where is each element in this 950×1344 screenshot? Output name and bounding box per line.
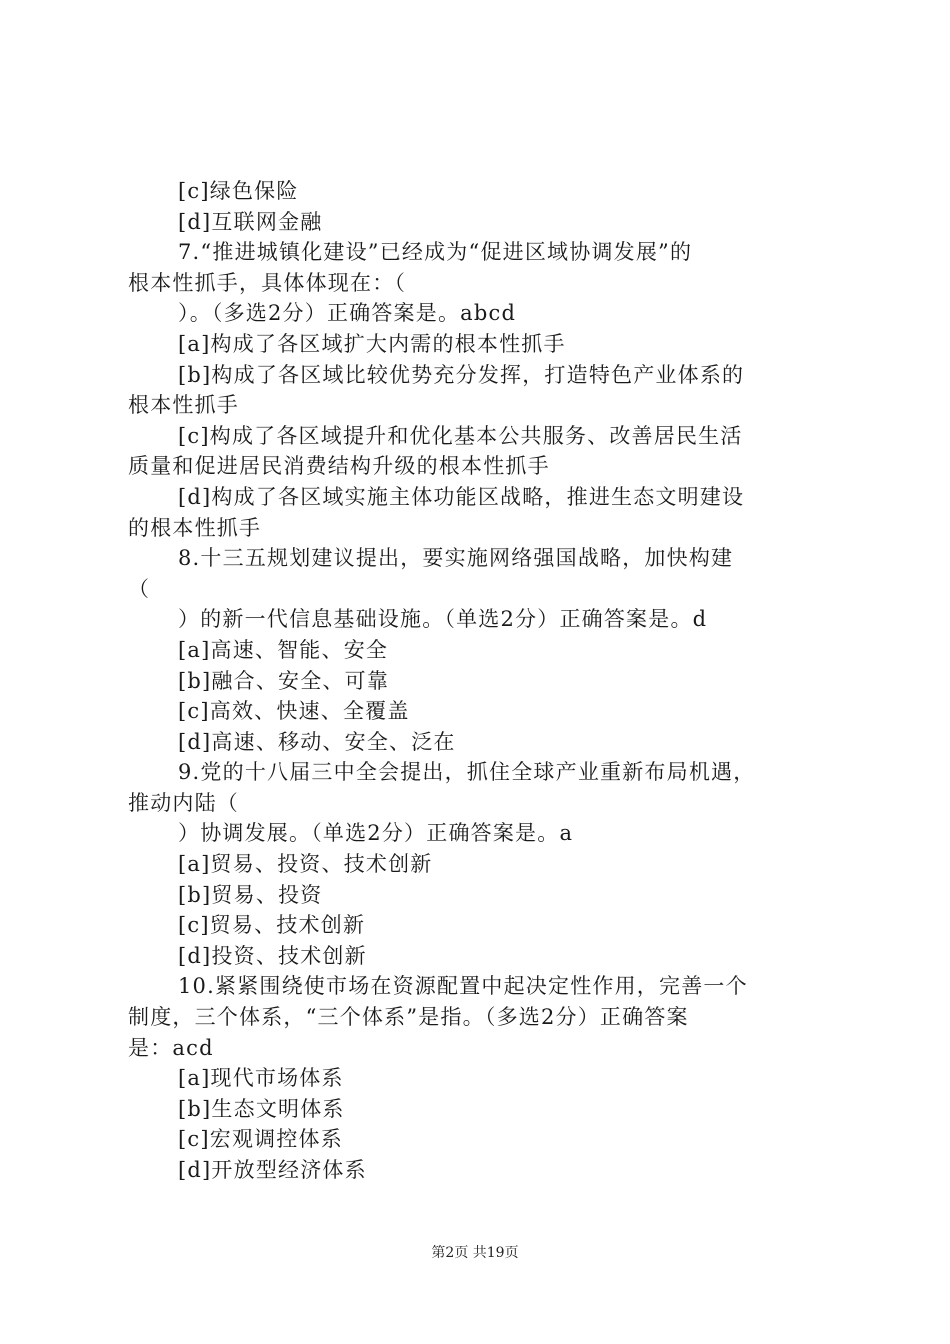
text-line: [b]贸易、投资: [178, 882, 323, 907]
text-line: [d]投资、技术创新: [178, 943, 367, 968]
page-footer: [0, 1243, 950, 1263]
text-line: 推动内陆（: [128, 790, 239, 815]
text-line: 根本性抓手: [128, 393, 239, 418]
text-line: [c]高效、快速、全覆盖: [178, 699, 410, 724]
text-line: 质量和促进居民消费结构升级的根本性抓手: [128, 454, 550, 479]
text-line: [b]融合、安全、可靠: [178, 668, 390, 693]
page-number-label: 第2页 共19页: [431, 1245, 519, 1261]
text-line: 9.党的十八届三中全会提出，抓住全球产业重新布局机遇，: [178, 760, 756, 785]
text-line: （: [128, 576, 151, 601]
text-line: ）的新一代信息基础设施。（单选2分）正确答案是。d: [178, 607, 708, 632]
text-line: [c]构成了各区域提升和优化基本公共服务、改善居民生活: [178, 423, 743, 448]
text-line: [a]贸易、投资、技术创新: [178, 852, 433, 877]
text-line: [c]宏观调控体系: [178, 1127, 343, 1152]
text-line: [c]贸易、技术创新: [178, 913, 366, 938]
text-line: 7.“推进城镇化建设”已经成为“促进区域协调发展”的: [178, 240, 693, 265]
text-line: [c]绿色保险: [178, 179, 299, 203]
text-line: [a]构成了各区域扩大内需的根本性抓手: [178, 331, 566, 356]
text-line: 10.紧紧围绕使市场在资源配置中起决定性作用，完善一个: [178, 974, 748, 999]
text-line: [d]构成了各区域实施主体功能区战略，推进生态文明建设: [178, 484, 745, 509]
text-line: [b]生态文明体系: [178, 1096, 345, 1121]
text-line: [d]高速、移动、安全、泛在: [178, 729, 456, 754]
text-line: 的根本性抓手: [128, 515, 262, 540]
text-line: 制度，三个体系，“三个体系”是指。（多选2分）正确答案: [128, 1005, 689, 1030]
text-line: [d]开放型经济体系: [178, 1158, 367, 1182]
text-line: 是：acd: [128, 1035, 214, 1060]
text-line: 根本性抓手，具体体现在：（: [128, 270, 407, 295]
page-body: [128, 176, 832, 1186]
text-line: [d]互联网金融: [178, 209, 323, 234]
text-line: [b]构成了各区域比较优势充分发挥，打造特色产业体系的: [178, 362, 745, 387]
text-line: 8.十三五规划建议提出，要实施网络强国战略，加快构建: [178, 546, 734, 571]
text-line: [a]高速、智能、安全: [178, 637, 389, 662]
text-line: [a]现代市场体系: [178, 1066, 344, 1091]
text-line: ）。（多选2分）正确答案是。abcd: [178, 301, 517, 326]
text-line: ）协调发展。（单选2分）正确答案是。a: [178, 821, 574, 846]
